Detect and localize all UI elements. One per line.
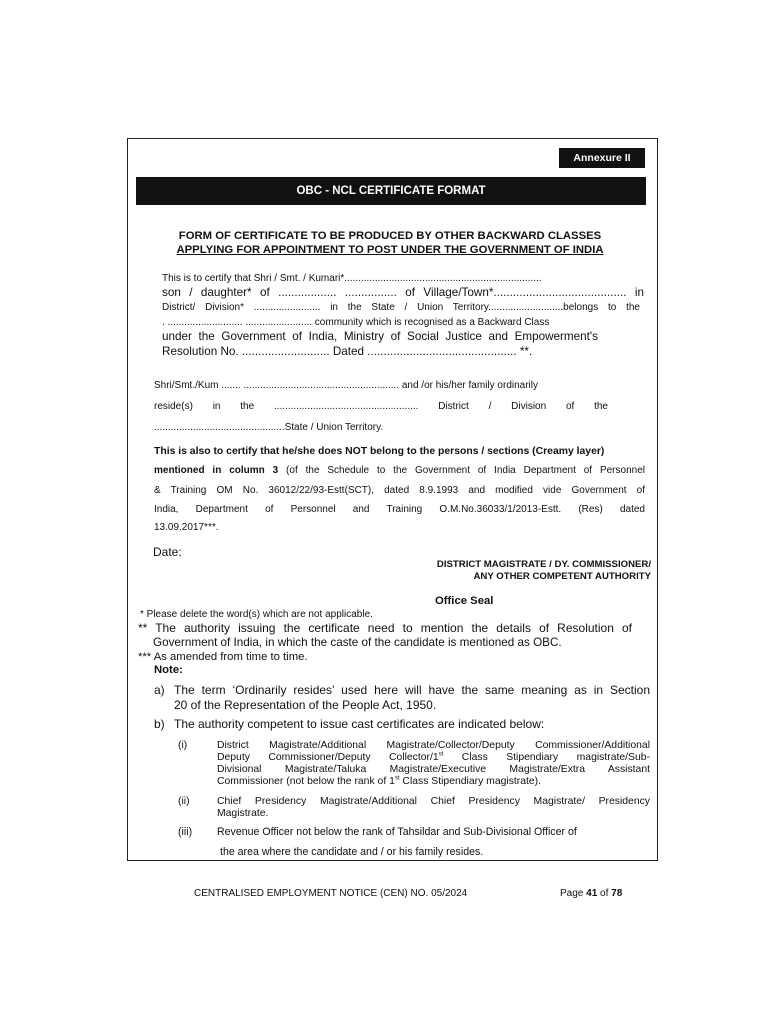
authority-line-1: DISTRICT MAGISTRATE / DY. COMMISSIONER/ <box>436 559 651 570</box>
footer-page-total: 78 <box>611 888 623 899</box>
authority-line-2: ANY OTHER COMPETENT AUTHORITY <box>473 571 651 582</box>
note-b-marker: b) <box>154 717 165 731</box>
para1-line-4: . ........................... ........................ community which is recognised as a Backward Class <box>162 317 550 328</box>
item-i-line-4b: Class Stipendiary magistrate). <box>399 776 542 787</box>
para3-line-2-rest: (of the Schedule to the Government of India Department of Personnel <box>278 465 645 476</box>
para3-line-1: This is also to certify that he/she does NOT belong to the persons / sections (Creamy layer) <box>154 446 605 457</box>
para3-line-4: India, Department of Personnel and Training O.M.No.36033/1/2013-Estt. (Res) dated <box>154 504 645 515</box>
item-iii-line-2: the area where the candidate and / or his family resides. <box>220 846 484 858</box>
item-i-line-1: District Magistrate/Additional Magistrate/Collector/Deputy Commissioner/Additional <box>217 740 650 751</box>
item-i-line-2 <box>217 752 650 764</box>
item-i-line-2a: Deputy Commissioner/Deputy Collector/1 <box>217 752 439 763</box>
office-seal: Office Seal <box>435 595 494 607</box>
para3-line-3: & Training OM No. 36012/22/93-Estt(SCT), dated 8.9.1993 and modified vide Government of <box>154 485 645 496</box>
para3-line-2-bold: mentioned in column 3 <box>154 465 279 476</box>
para2-line-3: ...............................................State / Union Territory. <box>154 422 384 433</box>
footer-page-prefix: Page <box>560 888 587 899</box>
para3-line-2 <box>154 464 645 477</box>
footer-page <box>560 888 622 899</box>
annexure-label: Annexure II <box>559 148 645 168</box>
note-a-marker: a) <box>154 683 165 697</box>
item-i-line-2-sup: st <box>438 751 444 758</box>
item-i-line-3: Divisional Magistrate/Taluka Magistrate/Executive Magistrate/Extra Assistant <box>217 764 650 775</box>
item-i-number: (i) <box>178 740 188 751</box>
para2-line-2: reside(s) in the .................................................... District / Division of the <box>154 401 608 412</box>
item-iii-number: (iii) <box>178 826 193 838</box>
heading-line-2: APPLYING FOR APPOINTMENT TO POST UNDER THE GOVERNMENT OF INDIA <box>176 244 604 256</box>
para3-line-5: 13.09.2017***. <box>154 522 219 533</box>
footnote-1: * Please delete the word(s) which are not applicable. <box>140 609 373 620</box>
date-label: Date: <box>153 545 182 559</box>
para1-line-2: son / daughter* of .................. ................ of Village/Town*......................................... in <box>162 286 644 299</box>
item-ii-line-1: Chief Presidency Magistrate/Additional Chief Presidency Magistrate/ Presidency <box>217 796 650 807</box>
footnote-2-cont: Government of India, in which the caste of the candidate is mentioned as OBC. <box>153 636 562 649</box>
note-b-line-1: The authority competent to issue cast certificates are indicated below: <box>174 717 545 731</box>
footer-page-number: 41 <box>586 888 598 899</box>
para1-line-3: District/ Division* ........................ in the State / Union Territory...........................belongs to the <box>162 302 640 313</box>
item-i-line-4-sup: st <box>394 775 400 782</box>
para1-line-6: Resolution No. ........................... Dated .............................................. **. <box>162 345 533 358</box>
note-label: Note: <box>154 664 183 676</box>
para1-line-1: This is to certify that Shri / Smt. / Kumari*....................................................................... <box>162 273 542 284</box>
certificate-banner: OBC - NCL CERTIFICATE FORMAT <box>136 177 646 205</box>
item-i-line-4 <box>217 776 541 788</box>
item-ii-line-2: Magistrate. <box>217 808 269 819</box>
heading-line-1: FORM OF CERTIFICATE TO BE PRODUCED BY OTHER BACKWARD CLASSES <box>178 230 602 242</box>
item-ii-number: (ii) <box>178 796 190 807</box>
footer-page-of: of <box>597 888 612 899</box>
footnote-2: ** The authority issuing the certificate need to mention the details of Resolution of <box>138 621 632 635</box>
item-i-line-2b: Class Stipendiary magistrate/Sub- <box>443 752 650 763</box>
para1-line-5: under the Government of India, Ministry of Social Justice and Empowerment's <box>162 330 598 343</box>
footnote-3: *** As amended from time to time. <box>138 651 308 663</box>
para2-line-1: Shri/Smt./Kum ....... ........................................................ and /or his/her family ordinarily <box>154 380 538 391</box>
note-a-line-1: The term ‘Ordinarily resides’ used here will have the same meaning as in Section <box>174 683 650 697</box>
item-i-line-4a: Commissioner (not below the rank of 1 <box>217 776 395 787</box>
footer-notice: CENTRALISED EMPLOYMENT NOTICE (CEN) NO. 05/2024 <box>194 888 468 899</box>
note-a-line-2: 20 of the Representation of the People Act, 1950. <box>174 698 437 712</box>
item-iii-line-1: Revenue Officer not below the rank of Tahsildar and Sub-Divisional Officer of <box>217 826 577 838</box>
